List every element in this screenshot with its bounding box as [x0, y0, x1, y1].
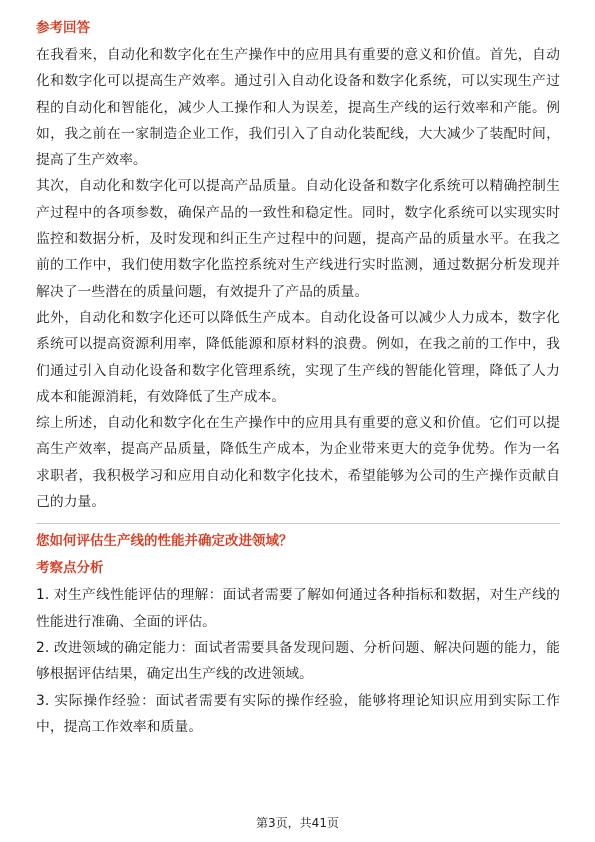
answer-heading: 参考回答: [36, 20, 90, 36]
answer-paragraph-2: 其次，自动化和数字化可以提高产品质量。自动化设备和数字化系统可以精确控制生产过程中的各项参数，确保产品的一致性和稳定性。同时，数字化系统可以实现实时监控和数据分析，及时发现和纠正生产过程中的问题，提高产品的质量水平。在我之前的工作中，我们使用数字化监控系统对生产线进行实时监测，通过数据分析发现并解决了一些潜在的质量问题，有效提升了产品的质量。: [36, 178, 560, 300]
analysis-point-1: 1. 对生产线性能评估的理解：面试者需要了解如何通过各种指标和数据，对生产线的性能进行准确、全面的评估。: [36, 587, 560, 630]
answer-paragraph-1: 在我看来，自动化和数字化在生产操作中的应用具有重要的意义和价值。首先，自动化和数字化可以提高生产效率。通过引入自动化设备和数字化系统，可以实现生产过程的自动化和智能化，减少人工操作和人为误差，提高生产线的运行效率和产能。例如，我之前在一家制造企业工作，我们引入了自动化装配线，大大减少了装配时间，提高了生产效率。: [36, 47, 560, 169]
page-content: [36, 18, 560, 740]
answer-paragraph-3: 此外，自动化和数字化还可以降低生产成本。自动化设备可以减少人力成本，数字化系统可以提高资源利用率，降低能源和原材料的浪费。例如，在我之前的工作中，我们通过引入自动化设备和数字化管理系统，实现了生产线的智能化管理，降低了人力成本和能源消耗，有效降低了生产成本。: [36, 309, 560, 405]
answer-paragraph-4: 综上所述，自动化和数字化在生产操作中的应用具有重要的意义和价值。它们可以提高生产效率，提高产品质量，降低生产成本，为企业带来更大的竞争优势。作为一名求职者，我积极学习和应用自动化和数字化技术，希望能够为公司的生产操作贡献自己的力量。: [36, 415, 560, 511]
question-title: 您如何评估生产线的性能并确定改进领域？: [36, 533, 293, 550]
analysis-point-3: 3. 实际操作经验：面试者需要有实际的操作经验，能够将理论知识应用到实际工作中，提高工作效率和质量。: [36, 692, 560, 735]
section-divider: [36, 523, 560, 524]
analysis-heading: 考察点分析: [36, 560, 104, 577]
page-number: 第3页，共41页: [256, 816, 339, 830]
analysis-point-2: 2. 改进领域的确定能力：面试者需要具备发现问题、分析问题、解决问题的能力，能够根据评估结果，确定出生产线的改进领域。: [36, 639, 560, 683]
